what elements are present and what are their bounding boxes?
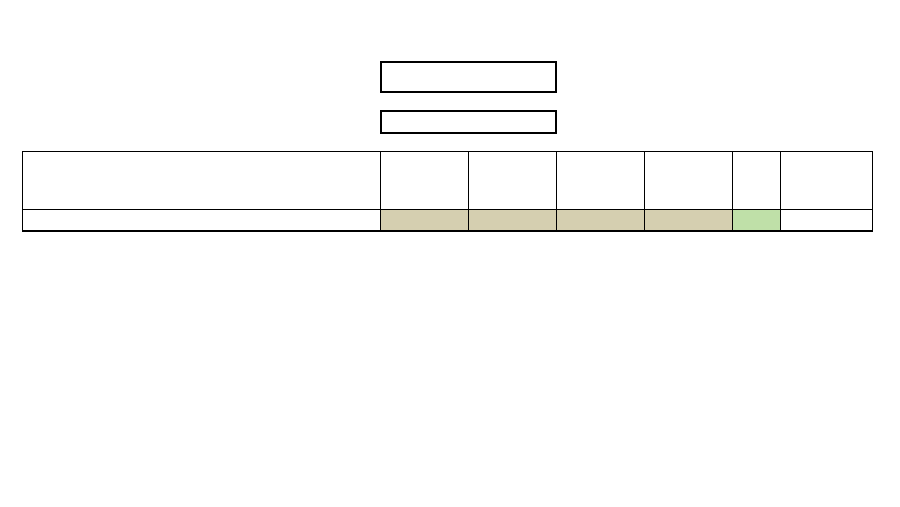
category-box (380, 110, 557, 134)
scale-penalty (781, 210, 873, 231)
scores-table (22, 151, 873, 232)
scale-musicality (381, 210, 469, 231)
scale-global (645, 210, 733, 231)
crew-header (23, 152, 381, 210)
header-row (23, 152, 873, 210)
col-total (733, 152, 781, 210)
scale-technical (557, 210, 645, 231)
scale-total (733, 210, 781, 231)
col-global-sensation (645, 152, 733, 210)
evaluator-name-box (380, 61, 557, 93)
col-technical (557, 152, 645, 210)
scale-row (23, 210, 873, 231)
col-penality (781, 152, 873, 210)
col-musicality (381, 152, 469, 210)
col-creativity (469, 152, 557, 210)
scale-creativity (469, 210, 557, 231)
order-label (23, 210, 381, 231)
